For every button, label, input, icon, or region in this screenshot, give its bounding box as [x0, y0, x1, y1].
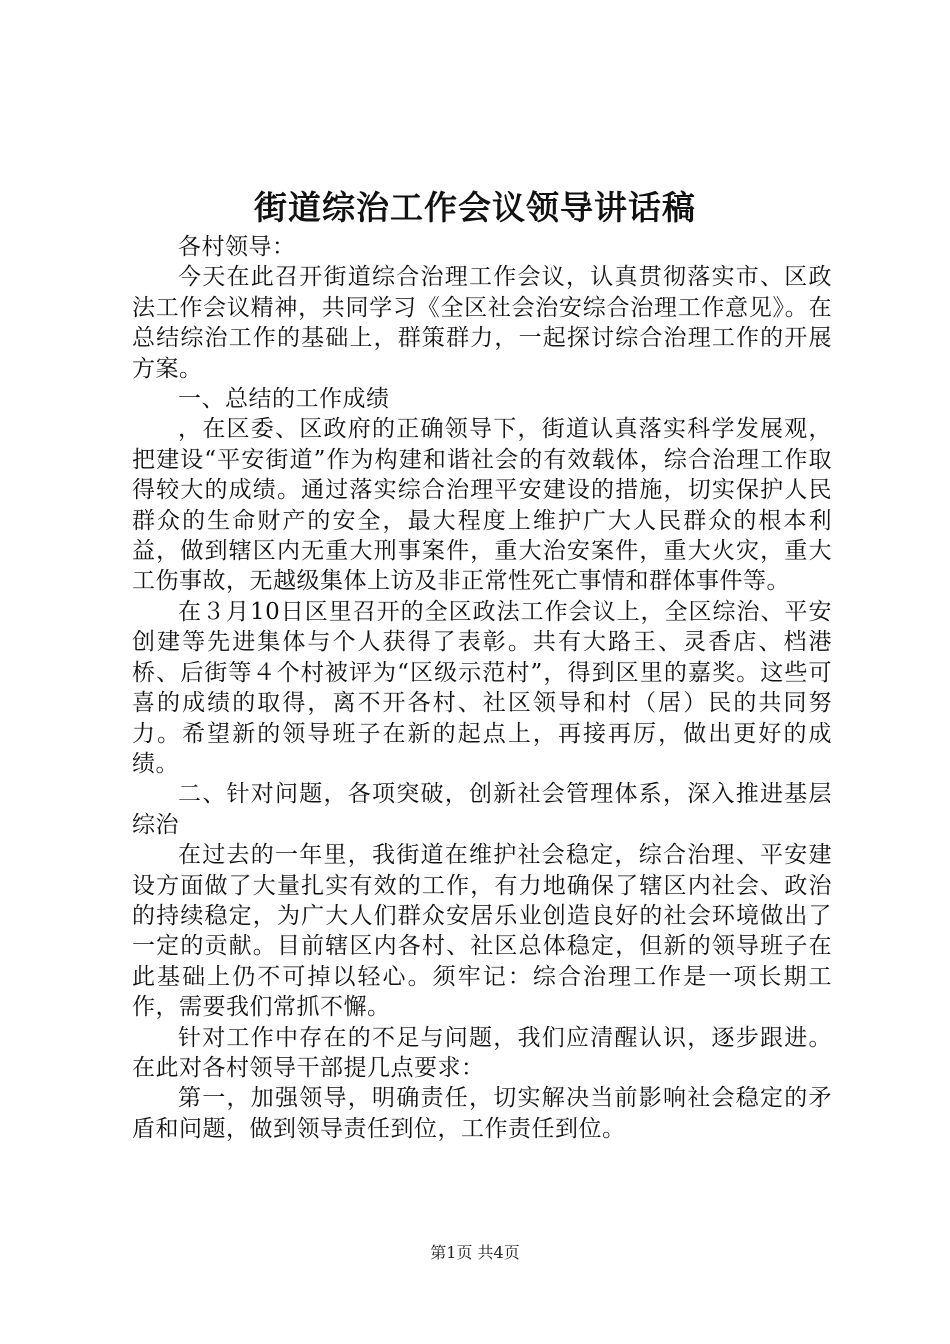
document-title: 街道综治工作会议领导讲话稿 [254, 188, 696, 227]
paragraph-achievements: ，在区委、区政府的正确领导下，街道认真落实科学发展观，把建设“平安街道”作为构建和谐社会的有效载体，综合治理工作取得较大的成绩。通过落实综合治理平安建设的措施，切实保护人民群众的生命财产的安全，最大程度上维护广大人民群众的根本利益，做到辖区内无重大刑事案件，重大治安案件，重大火灾，重大工伤事故，无越级集体上访及非正常性死亡事情和群体事件等。 [132, 416, 832, 595]
section-heading-1: 一、总结的工作成绩 [178, 386, 390, 413]
paragraph-requirements-intro: 针对工作中存在的不足与问题，我们应清醒认识，逐步跟进。在此对各村领导干部提几点要求： [132, 1024, 832, 1081]
page-number-footer: 第1页 共4页 [430, 1243, 520, 1262]
paragraph-intro: 今天在此召开街道综合治理工作会议，认真贯彻落实市、区政法工作会议精神，共同学习《全区社会治安综合治理工作意见》。在总结综治工作的基础上，群策群力，一起探讨综合治理工作的开展方案。 [132, 264, 832, 382]
salutation: 各村领导： [178, 234, 296, 260]
document-body [132, 232, 832, 1144]
section-heading-2: 二、针对问题，各项突破，创新社会管理体系，深入推进基层综治 [132, 781, 832, 838]
paragraph-requirement-1: 第一，加强领导，明确责任，切实解决当前影响社会稳定的矛盾和问题，做到领导责任到位，工作责任到位。 [132, 1085, 832, 1142]
paragraph-past-year: 在过去的一年里，我街道在维护社会稳定，综合治理、平安建设方面做了大量扎实有效的工作，有力地确保了辖区内社会、政治的持续稳定，为广大人们群众安居乐业创造良好的社会环境做出了一定的贡献。目前辖区内各村、社区总体稳定，但新的领导班子在此基础上仍不可掉以轻心。须牢记：综合治理工作是一项长期工作，需要我们常抓不懈。 [132, 842, 832, 1021]
paragraph-commendation: 在３月10日区里召开的全区政法工作会议上，全区综治、平安创建等先进集体与个人获得了表彰。共有大路王、灵香店、档港桥、后街等４个村被评为“区级示范村”，得到区里的嘉奖。这些可喜的成绩的取得，离不开各村、社区领导和村（居）民的共同努力。希望新的领导班子在新的起点上，再接再厉，做出更好的成绩。 [132, 598, 832, 777]
